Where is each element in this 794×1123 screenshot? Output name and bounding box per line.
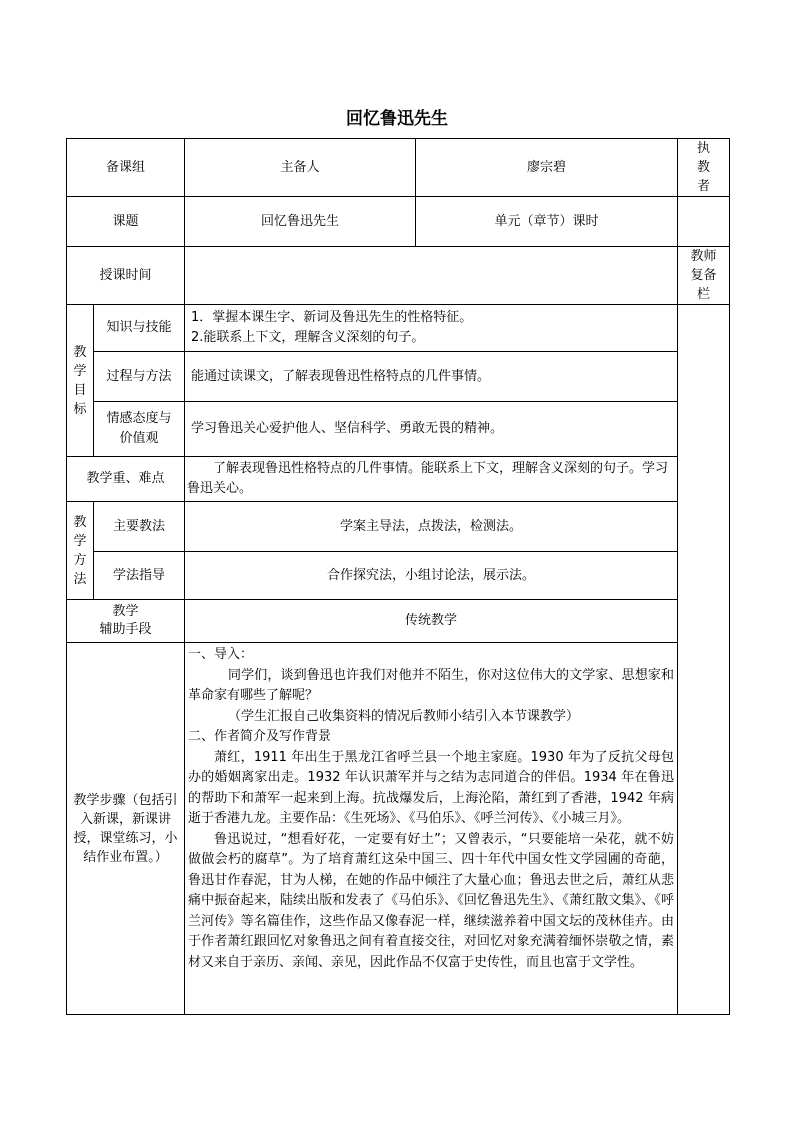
row-method-main [67,502,730,552]
row-goal-process [67,352,730,402]
row-topic [67,197,730,247]
goal-content-knowledge: 1．掌握本课生字、新词及鲁迅先生的性格特征。 2.能联系上下文，理解含义深刻的句子。 [185,305,678,352]
topic-value: 回忆鲁迅先生 [185,197,416,247]
row-prep-group [67,139,730,197]
page-title: 回忆鲁迅先生 [346,109,448,129]
main-preparer-label: 主备人 [185,139,416,197]
topic-label: 课题 [67,197,185,247]
goal-content-emotion: 学习鲁迅关心爱护他人、坚信科学、勇敢无畏的精神。 [185,402,678,457]
prep-group-label: 备课组 [67,139,185,197]
key-points-label: 教学重、难点 [67,457,185,502]
aids-label: 教学 辅助手段 [67,600,185,643]
goal-content-process: 能通过读课文，了解表现鲁迅性格特点的几件事情。 [185,352,678,402]
row-steps [67,643,730,1015]
method-content-main: 学案主导法，点拨法，检测法。 [185,502,678,552]
steps-heading-author: 二、作者简介及写作背景 [188,729,332,744]
row-aids [67,600,730,643]
steps-paragraph-student-report: （学生汇报自己收集资料的情况后教师小结引入本节课教学） [228,708,580,724]
goals-label: 教 学 目 标 [67,305,94,457]
steps-heading-intro: 一、导入： [188,647,254,662]
method-content-study: 合作探究法，小组讨论法，展示法。 [185,552,678,600]
methods-label: 教 学 方 法 [67,502,94,600]
row-method-study [67,552,730,600]
aids-value: 传统教学 [185,600,678,643]
row-goal-emotion [67,402,730,457]
row-key-points [67,457,730,502]
unit-value-cell [678,197,730,247]
steps-paragraph-author-bio: 萧红，1911 年出生于黑龙江省呼兰县一个地主家庭。1930 年为了反抗父母包办的婚姻离家出走。1932 年认识萧军并与之结为志同道合的伴侣。1934 年在鲁迅的帮助下和萧军一起来到上海。抗战爆发后，上海沦陷，萧红到了香港，1942 年病逝于香港九龙。主要作品：《生死场》、《马伯乐》、《呼兰河传》、《小城三月》。 [188,749,675,826]
steps-content [185,643,678,1015]
row-time [67,247,730,305]
steps-paragraph-intro: 同学们，谈到鲁迅也许我们对他并不陌生，你对这位伟大的文学家、思想家和革命家有哪些了解呢？ [188,667,675,703]
lesson-plan-table [66,138,730,1015]
key-points-value: 了解表现鲁迅性格特点的几件事情。能联系上下文，理解含义深刻的句子。学习鲁迅关心。 [185,457,678,502]
goal-label-emotion: 情感态度与 价值观 [94,402,185,457]
method-label-main: 主要教法 [94,502,185,552]
method-label-study: 学法指导 [94,552,185,600]
teacher-label: 执 教 者 [678,139,730,197]
main-preparer-name: 廖宗碧 [416,139,678,197]
teacher-review-column [678,305,730,1015]
teacher-review-label: 教师 复备 栏 [678,247,730,305]
unit-label: 单元（章节）课时 [416,197,678,247]
goal-label-knowledge: 知识与技能 [94,305,185,352]
goal-label-process: 过程与方法 [94,352,185,402]
row-goal-knowledge [67,305,730,352]
time-label: 授课时间 [67,247,185,305]
steps-label: 教学步骤（包括引入新课，新课讲授，课堂练习，小结作业布置。） [67,643,185,1015]
time-value-cell [185,247,678,305]
steps-paragraph-background: 鲁迅说过，“想看好花，一定要有好土”；又曾表示，“只要能培一朵花，就不妨做做会朽的腐草”。为了培育萧红这朵中国三、四十年代中国女性文学园圃的奇葩，鲁迅甘作春泥，甘为人梯，在她的作品中倾注了大量心血；鲁迅去世之后，萧红从悲痛中振奋起来，陆续出版和发表了《马伯乐》、《回忆鲁迅先生》、《萧红散文集》、《呼兰河传》等名篇佳作，这些作品又像春泥一样，继续滋养着中国文坛的茂林佳卉。由于作者萧红跟回忆对象鲁迅之间有着直接交往，对回忆对象充满着缅怀崇敬之情，素材又来自于亲历、亲闻、亲见，因此作品不仅富于史传性，而且也富于文学性。 [188,831,675,970]
